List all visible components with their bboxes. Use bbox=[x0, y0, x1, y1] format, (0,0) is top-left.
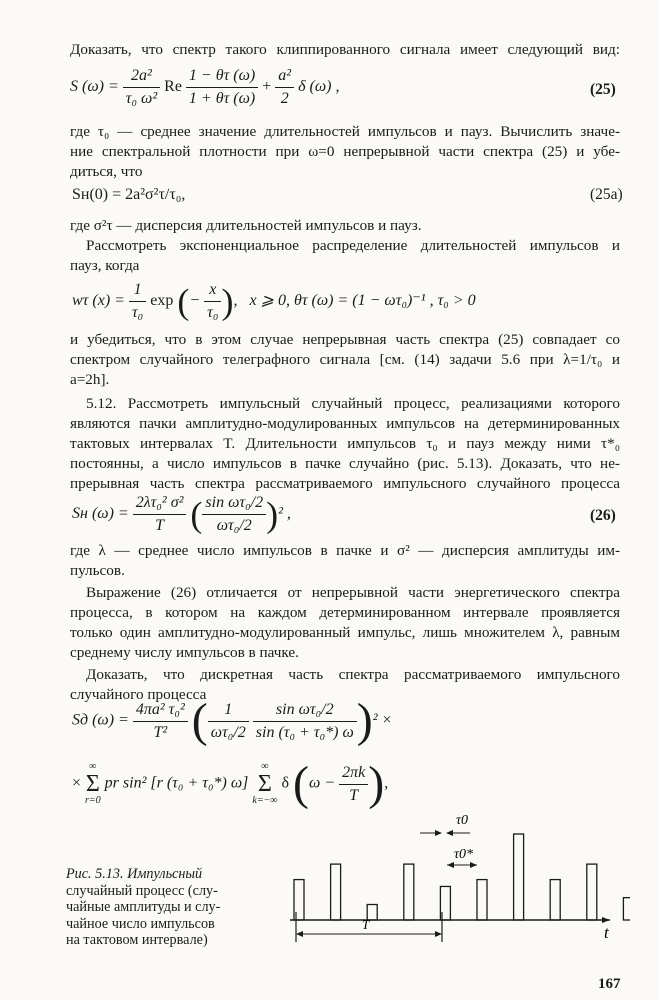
where-sigma-line: где σ²τ — дисперсия длительностей импульсов и пауз. bbox=[70, 217, 422, 234]
equation-discrete-line-1: Sд (ω) = $\frac{\text{4πa² τ₀²}}{\text{T²}}$ ( $\frac{1}{\text{ωτ₀/2}}$ $\frac{\text{sin ωτ₀/2}}{\text{sin (τ₀ + τ₀*) ω}}$ )² × bbox=[72, 694, 393, 747]
sum-over-k: ∞ Σ k=−∞ bbox=[252, 761, 278, 806]
equation-number-25: (25) bbox=[590, 81, 616, 98]
exp-distribution-line-1: Рассмотреть экспоненциальное распределение длительностей импульсов и bbox=[86, 237, 620, 254]
period-arrow-right bbox=[435, 931, 442, 937]
expression-line-1: Выражение (26) отличается от непрерывной части энергетического спектра bbox=[86, 584, 620, 601]
time-axis-label: t bbox=[604, 923, 609, 942]
eq25-fraction-1: $\frac{\text{2a²}}{\text{τ₀ ω²}}$ bbox=[123, 66, 160, 109]
discrete-line-1: Доказать, что дискретная часть спектра рассматриваемого импульсного bbox=[86, 666, 620, 683]
tau0star-arrow-left bbox=[447, 862, 454, 868]
eq25-re: Re bbox=[164, 78, 182, 96]
problem-512-line-4: постоянны, а число импульсов в пачке случайно (рис. 5.13). Доказать, что не- bbox=[70, 455, 620, 472]
eq25-lhs: S (ω) = bbox=[70, 78, 119, 96]
where-lambda-line-2: пульсов. bbox=[70, 562, 125, 579]
where-tau0-line-3: диться, что bbox=[70, 163, 143, 180]
period-arrow-left bbox=[296, 931, 303, 937]
verify-line-3: a=2h]. bbox=[70, 371, 110, 388]
page-number: 167 bbox=[598, 976, 621, 992]
discrete-line-2: случайного процесса bbox=[70, 686, 207, 703]
tau0-arrow-head-left bbox=[435, 830, 442, 836]
tau0star-label: τ0* bbox=[454, 847, 474, 862]
equation-number-25a: (25а) bbox=[590, 186, 623, 203]
period-label: T bbox=[362, 917, 370, 932]
figure-5-13-pulse-diagram bbox=[270, 808, 630, 958]
expression-line-2: процесса, в котором на каждом детерминированном интервале проявляется bbox=[70, 604, 620, 621]
equation-25a: Sн(0) = 2a²σ²τ/τ₀, bbox=[72, 186, 186, 203]
pulse-rect bbox=[331, 864, 341, 920]
eq25-fraction-2: $\frac{1 - \theta\tau (\omega)}{1 + \theta\tau (\omega)}$ bbox=[186, 66, 258, 109]
pulse-rect bbox=[587, 864, 597, 920]
pulse-rect bbox=[404, 864, 414, 920]
problem-512-line-1: 5.12. Рассмотреть импульсный случайный процесс, реализациями которого bbox=[86, 395, 620, 412]
equation-number-26: (26) bbox=[590, 507, 616, 524]
pulse-rect bbox=[477, 880, 487, 920]
where-tau0-line-1: где τ₀ — среднее значение длительностей импульсов и пауз. Вычислить значе- bbox=[70, 123, 620, 140]
equation-discrete-line-2: × ∞ Σ r=0 pr sin² [r (τ₀ + τ₀*) ω] ∞ Σ k=−∞ δ (ω − $\frac{2\pi k}{T}$ ), bbox=[72, 757, 389, 810]
verify-line-2: спектром случайного телеграфного сигнала [см. (14) задачи 5.6 при λ=1/τ₀ и bbox=[70, 351, 620, 368]
tau0star-arrow-right bbox=[470, 862, 477, 868]
eq25-fraction-3: $\frac{\text{a²}}{2}$ bbox=[275, 66, 294, 109]
exp-distribution-line-2: пауз, когда bbox=[70, 257, 140, 274]
where-tau0-line-2: ние спектральной плотности при ω=0 непрерывной части спектра (25) и убе- bbox=[70, 143, 620, 160]
expression-line-4: среднему числу импульсов в пачке. bbox=[70, 644, 299, 661]
intro-text: Доказать, что спектр такого клиппированного сигнала имеет следующий вид: bbox=[70, 41, 620, 58]
problem-512-line-5: прерывная часть спектра рассматриваемого импульсного случайного процесса bbox=[70, 475, 620, 492]
problem-512-line-2: являются пачки амплитудно-модулированных импульсов на детерминированных bbox=[70, 415, 620, 432]
equation-25: S (ω) = $\frac{\text{2a²}}{\text{τ₀ ω²}}$ Re $\frac{1 - \theta\tau (\omega)}{1 + \theta\tau (\omega)}$ + $\frac{\text{a²}}{2}$ δ (ω) , bbox=[70, 67, 340, 107]
pulse-rect bbox=[623, 898, 630, 920]
pulse-rect bbox=[550, 880, 560, 920]
tau0-label: τ0 bbox=[456, 813, 469, 828]
problem-512-line-3: тактовых интервалах T. Длительности импульсов τ₀ и пауз между ними τ*₀ bbox=[70, 435, 620, 452]
equation-26: Sн (ω) = $\frac{\text{2λτ₀² σ²}}{T}$ ( $\frac{\text{sin ωτ₀/2}}{\text{ωτ₀/2}}$ )² , bbox=[72, 494, 291, 535]
expression-line-3: только один амплитудно-модулированный импульс, лишь множителем λ, равным bbox=[70, 624, 620, 641]
tau0-arrow-head-right bbox=[446, 830, 453, 836]
figure-caption: Рис. 5.13. Импульсный случайный процесс (слу- чайные амплитуды и слу- чайное число импульсов на тактовом интервале) bbox=[66, 866, 221, 948]
verify-line-1: и убедиться, что в этом случае непрерывная часть спектра (25) совпадает со bbox=[70, 331, 620, 348]
sum-over-r: ∞ Σ r=0 bbox=[85, 761, 101, 806]
equation-exp-density: wτ (x) = $\frac{1}{\text{τ₀}}$ exp (− $\frac{x}{\text{τ₀}}$ ), x ⩾ 0, θτ (ω) = (1 − ωτ₀)⁻¹ , τ₀ > 0 bbox=[72, 281, 476, 322]
where-lambda-line-1: где λ — среднее число импульсов в пачке и σ² — дисперсия амплитуды им- bbox=[70, 542, 620, 559]
pulse-rect bbox=[514, 834, 524, 920]
